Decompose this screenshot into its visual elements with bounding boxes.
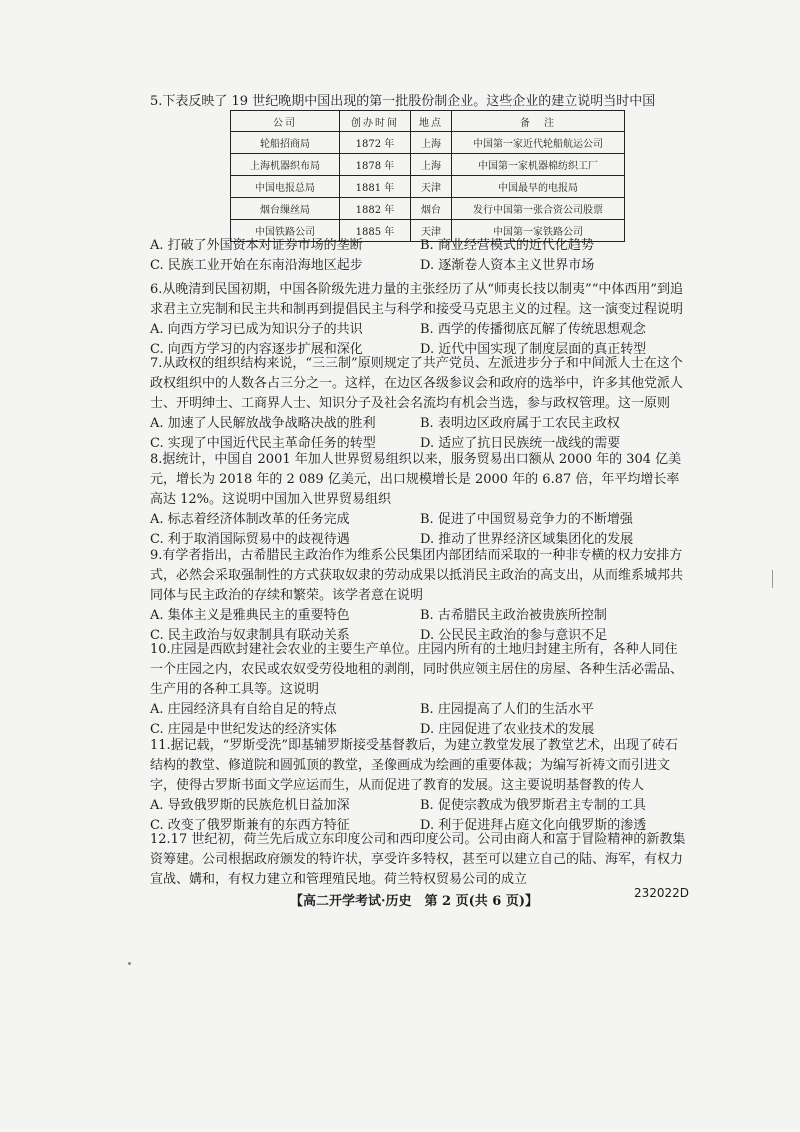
option-a: A. 集体主义是雅典民主的重要特色 [150,608,350,623]
option-c: C. 利于取消国际贸易中的歧视待遇 [150,532,350,547]
option-c: C. 实现了中国近代民主革命任务的转型 [150,436,376,451]
table-cell: 天津 [411,220,452,242]
option-b: B. 促进了中国贸易竞争力的不断增强 [420,512,633,527]
enterprise-table [230,110,625,242]
option-a: A. 标志着经济体制改革的任务完成 [150,512,350,527]
question-10 [150,640,690,740]
question-stem: 5.下表反映了 19 世纪晚期中国出现的第一批股份制企业。这些企业的建立说明当时中国 [150,94,656,109]
option-b: B. 古希腊民主政治被贵族所控制 [420,608,607,623]
table-row [231,198,625,220]
option-a: A. 打破了外国资本对证券市场的垄断 [150,238,363,253]
option-d: D. 庄园促进了农业技术的发展 [420,722,595,737]
table-row [231,154,625,176]
table-cell: 中国最早的电报局 [452,176,625,198]
table-cell: 烟台缫丝局 [231,198,340,220]
table-header: 创办时间 [340,111,411,132]
question-stem: 9.有学者指出，古希腊民主政治作为维系公民集团内部团结而采取的一种非专横的权力安排方式，必然会采取强制性的方式获取奴隶的劳动成果以抵消民主政治的高支出，从而维系城邦共同体与民主政治的存续和繁荣。该学者意在说明 [150,548,684,603]
question-stem: 7.从政权的组织结构来说，“三三制”原则规定了共产党员、左派进步分子和中间派人士在这个政权组织中的人数各占三分之一。这样，在边区各级参议会和政府的选举中，许多其他党派人士、开明绅士、工商界人士、知识分子及社会名流均有机会当选，参与政权管理。这一原则 [150,356,684,411]
table-cell: 中国第一家铁路公司 [452,220,625,242]
option-a: A. 加速了人民解放战争战略决战的胜利 [150,416,376,431]
table-header: 公司 [231,111,340,132]
table-cell: 1885 年 [340,220,411,242]
question-stem: 8.据统计，中国自 2001 年加人世界贸易组织以来，服务贸易出口额从 2000 年的 304 亿美元，增长为 2018 年的 2 089 亿美元，出口规模增长是 2000 年的 6.87 倍，年平均增长率高达 12%。这说明中国加入世界贸易组织 [150,452,682,507]
option-c: C. 向西方学习的内容逐步扩展和深化 [150,342,363,357]
table-cell: 中国第一家机器棉纺织工厂 [452,154,625,176]
option-a: A. 庄园经济具有自给自足的特点 [150,702,337,717]
question-9 [150,546,690,646]
question-7 [150,354,690,454]
table-cell: 上海机器织布局 [231,154,340,176]
table-cell: 天津 [411,176,452,198]
question-6 [150,280,690,360]
option-d: D. 推动了世界经济区域集团化的发展 [420,532,634,547]
option-b: B. 促使宗教成为俄罗斯君主专制的工具 [420,798,646,813]
question-5-options [150,236,690,276]
table-cell: 发行中国第一张合资公司股票 [452,198,625,220]
question-12 [150,830,690,890]
option-c: C. 庄园是中世纪发达的经济实体 [150,722,337,737]
table-header: 地点 [411,111,452,132]
option-c: C. 民主政治与奴隶制具有联动关系 [150,628,350,643]
table-cell: 中国铁路公司 [231,220,340,242]
question-5 [150,92,690,112]
option-d: D. 近代中国实现了制度层面的真正转型 [420,342,647,357]
table-cell: 1881 年 [340,176,411,198]
table-cell: 烟台 [411,198,452,220]
footer-code: 232022D [634,886,690,900]
table-cell: 1882 年 [340,198,411,220]
option-d: D. 利于促进拜占庭文化向俄罗斯的渗透 [420,818,647,833]
option-d: D. 公民民主政治的参与意识不足 [420,628,608,643]
table-row [231,176,625,198]
scan-speck [128,962,131,965]
option-c: C. 改变了俄罗斯兼有的东西方特征 [150,818,350,833]
option-b: B. 表明边区政府属于工农民主政权 [420,416,620,431]
table-cell: 上海 [411,132,452,154]
option-b: B. 庄园提高了人们的生活水平 [420,702,594,717]
question-stem: 12.17 世纪初，荷兰先后成立东印度公司和西印度公司。公司由商人和富于冒险精神的新教集资筹建。公司根据政府颁发的特许状，享受许多特权，甚至可以建立自己的陆、海军，有权力宣战、媾和，有权力建立和管理殖民地。荷兰特权贸易公司的成立 [150,832,686,887]
table-cell: 轮船招商局 [231,132,340,154]
question-11 [150,736,690,836]
table-cell: 中国电报总局 [231,176,340,198]
footer-title: 【高二开学考试·历史 第 2 页(共 6 页)】 [290,894,539,909]
option-b: B. 西学的传播彻底瓦解了传统思想观念 [420,322,646,337]
option-b: B. 商业经营模式的近代化趋势 [420,238,594,253]
table-cell: 中国第一家近代轮船航运公司 [452,132,625,154]
table-cell: 1872 年 [340,132,411,154]
option-c: C. 民族工业开始在东南沿海地区起步 [150,258,363,273]
question-stem: 6.从晚清到民国初期，中国各阶级先进力量的主张经历了从“师夷长技以制夷”“中体西用”到追求君主立宪制和民主共和制再到提倡民主与科学和接受马克思主义的过程。这一演变过程说明 [150,282,684,317]
table-cell: 1878 年 [340,154,411,176]
option-a: A. 向西方学习已成为知识分子的共识 [150,322,363,337]
question-stem: 10.庄园是西欧封建社会农业的主要生产单位。庄园内所有的土地归封建主所有，各种人同住一个庄园之内，农民或农奴受劳役地租的剥削，同时供应领主居住的房屋、各种生活必需品、生产用的各种工具等。这说明 [150,642,684,697]
option-d: D. 适应了抗日民族统一战线的需要 [420,436,621,451]
table-header: 备 注 [452,111,625,132]
scan-mark [772,570,773,588]
option-a: A. 导致俄罗斯的民族危机日益加深 [150,798,350,813]
table-row [231,132,625,154]
table-header-row [231,111,625,132]
option-d: D. 逐渐卷人资本主义世界市场 [420,258,595,273]
question-stem: 11.据记载，“罗斯受洗”即基辅罗斯接受基督教后，为建立教堂发展了教堂艺术，出现了砖石结构的教堂、修道院和圆弧顶的教堂，圣像画成为绘画的重要体裁；为编写祈祷文而引进文字，使得古罗斯书面文学应运而生，从而促进了教育的发展。这主要说明基督教的传人 [150,738,678,793]
question-8 [150,450,690,550]
table-cell: 上海 [411,154,452,176]
